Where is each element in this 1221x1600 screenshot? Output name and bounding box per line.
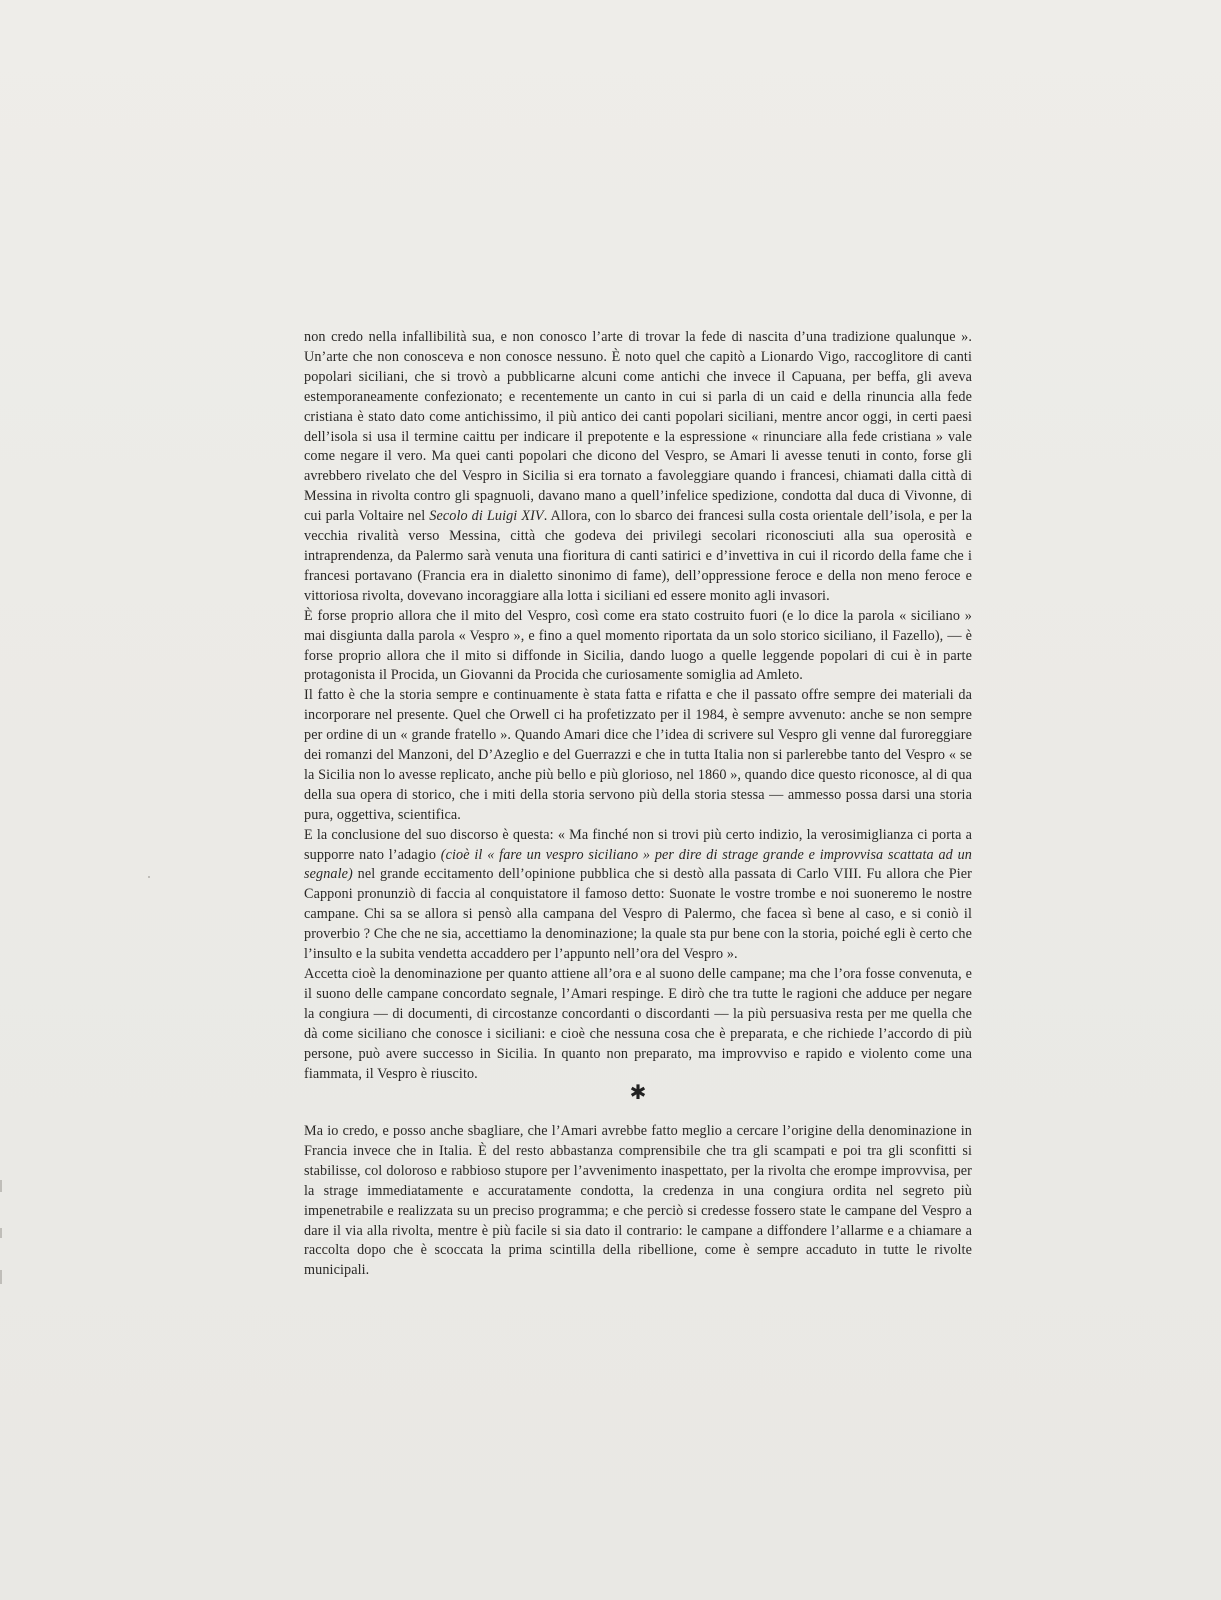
paragraph: Accetta cioè la denominazione per quanto attiene all’ora e al suono delle campane; ma che l’ora fosse convenuta, e il suono delle campane concordato segnale, l’Amari respinge. E dirò che tra tutte le ragioni che adduce per negare la congiura — di documenti, di circostanze concordanti o discordanti — la più persuasiva resta per me quella che dà come siciliano che conosce i siciliani: e cioè che nessuna cosa che è preparata, e che richiede l’accordo di più persone, può avere successo in Sicilia. In quanto non preparato, ma improvviso e rapido e violento come una fiammata, il Vespro è riuscito.	[304, 966, 972, 1082]
paper-edge-mark	[0, 1270, 2, 1284]
paragraph-text: nel grande eccitamento dell’opinione pubblica che si destò alla passata di Carlo VIII. Fu allora che Pier Capponi pronunziò di faccia al conquistatore il famoso detto: Suonate le vostre trombe e noi suoneremo le nostre campane. Chi sa se allora si pensò alla campana del Vespro di Palermo, che facea sì bene al caso, e si coniò il proverbio ? Che che ne sia, accettiamo la denominazione; la quale sta pur bene con la storia, poiché egli è certo che l’insulto e la subita vendetta accaddero per l’appunto nell’ora del Vespro ».	[304, 866, 972, 963]
paragraph	[304, 328, 972, 607]
paper-edge-mark	[0, 1180, 2, 1192]
paragraph-text: non credo nella infallibilità sua, e non conosco l’arte di trovar la fede di nascita d’una tradizione qualunque ». Un’arte che non conosceva e non conosce nessuno. È noto quel che capitò a Lionardo Vigo, raccoglitore di canti popolari siciliani, che si trovò a pubblicarne alcuni come antichi che invece il Capuana, per beffa, gli aveva estemporaneamente confezionato; e recentemente un canto in cui si parla di un caid e della rinuncia alla fede cristiana è stato dato come antichissimo, il più antico dei canti popolari siciliani, mentre ancor oggi, in certi paesi dell’isola si usa il termine caittu per indicare il prepotente e la espressione « rinunciare alla fede cristiana » vale come negare il vero. Ma quei canti popolari che dicono del Vespro, se Amari li avesse tenuti in conto, forse gli avrebbero rivelato che del Vespro in Sicilia si era tornato a favoleggiare quando i francesi, chiamati dalla città di Messina in rivolta contro gli spagnuoli, davano mano a quell’infelice spedizione, condotta dal duca di Vivonne, di cui parla Voltaire nel	[304, 329, 972, 525]
paragraph: Ma io credo, e posso anche sbagliare, che l’Amari avrebbe fatto meglio a cercare l’origine della denominazione in Francia invece che in Italia. È del resto abbastanza comprensibile che tra gli scampati e poi tra gli sconfitti si stabilisse, col doloroso e rabbioso stupore per l’avvenimento inaspettato, per la rivolta che erompe improvvisa, per la strage immediatamente e accuratamente condotta, la credenza in una congiura ordita nel segreto più impenetrabile e realizzata su un preciso programma; e che perciò si credesse fossero state le campane del Vespro a dare il via alla rivolta, mentre è più facile si sia dato il contrario: le campane a diffondere l’allarme e a chiamare a raccolta dopo che è scoccata la prima scintilla della ribellione, come è sempre accaduto in tutte le rivolte municipali.	[304, 1123, 972, 1279]
paper-speck	[148, 876, 150, 878]
body-text	[304, 328, 972, 1084]
asterisk-separator: ✱	[629, 1082, 647, 1104]
paragraph-text: . Allora, con lo sbarco dei francesi sulla costa orientale dell’isola, e per la vecchia rivalità verso Messina, città che godeva dei privilegi secolari riconosciuti alla sua operosità e intraprendenza, da Palermo sarà venuta una fioritura di canti satirici e d’invettiva in cui il ricordo della fame che i francesi portavano (Francia era in dialetto sinonimo di fame), dell’oppressione feroce e della non meno feroce e vittoriosa rivolta, dovevano incoraggiare alla lotta i siciliani ed essere monito agli invasori.	[304, 508, 972, 604]
italic-gloss: (cioè il « fare un vespro siciliano » per dire di strage grande e improvvisa scattata ad un segnale)	[304, 846, 972, 883]
closing-text	[304, 1122, 972, 1281]
paper-edge-mark	[0, 1228, 2, 1238]
paragraph	[304, 826, 972, 965]
paragraph: Il fatto è che la storia sempre e continuamente è stata fatta e rifatta e che il passato offre sempre dei materiali da incorporare nel presente. Quel che Orwell ci ha profetizzato per il 1984, è sempre avvenuto: anche se non sempre per ordine di un « grande fratello ». Quando Amari dice che l’idea di scrivere sul Vespro gli venne dal furoreggiare dei romanzi del Manzoni, del D’Azeglio e del Guerrazzi e che in tutta Italia non si parlerebbe tanto del Vespro « se la Sicilia non lo avesse replicato, anche più bello e più glorioso, nel 1860 », quando dice questo riconosce, al di qua della sua opera di storico, che i miti della storia servono più della storia stessa — ammesso possa darsi una storia pura, oggettiva, scientifica.	[304, 687, 972, 823]
book-title: Secolo di Luigi XIV	[429, 508, 544, 525]
paragraph: È forse proprio allora che il mito del Vespro, così come era stato costruito fuori (e lo dice la parola « siciliano » mai disgiunta dalla parola « Vespro », e fino a quel momento riportata da un solo storico siciliano, il Fazello), — è forse proprio allora che il mito si diffonde in Sicilia, dando luogo a quelle leggende popolari di cui è in parte protagonista il Procida, un Giovanni da Procida che curiosamente somiglia ad Amleto.	[304, 607, 972, 684]
paragraph-text: E la conclusione del suo discorso è questa: « Ma finché non si trovi più certo indizio, la verosimiglianza ci porta a supporre nato l’adagio	[304, 826, 972, 863]
